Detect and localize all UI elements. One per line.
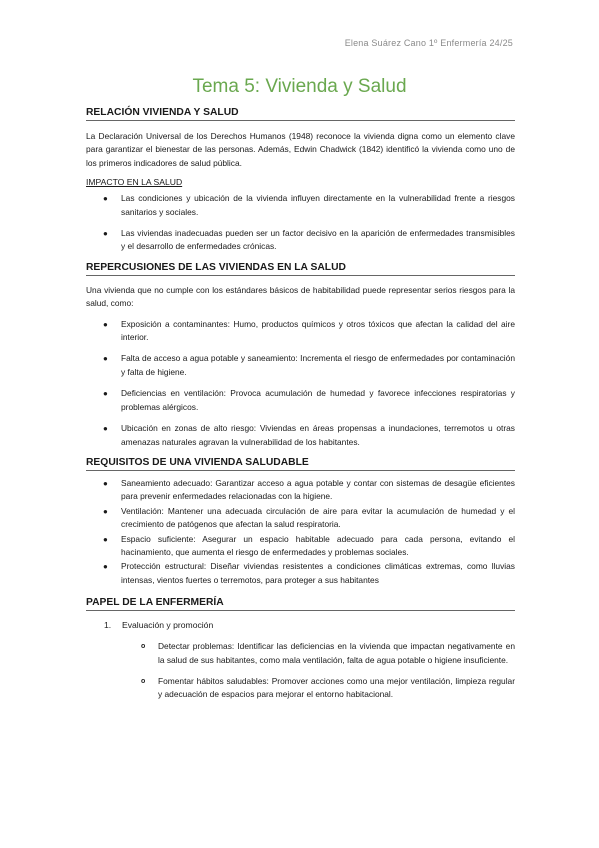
section-heading-repercusiones: REPERCUSIONES DE LAS VIVIENDAS EN LA SALUD [86,262,515,276]
bullet-icon: ● [103,506,108,516]
list-item: ● Exposición a contaminantes: Humo, productos químicos y otros tóxicos que afectan la calidad del aire interior. [103,318,515,343]
bullet-icon: ● [103,478,108,488]
list-item: ● Ubicación en zonas de alto riesgo: Viviendas en áreas propensas a inundaciones, terremotos u otras amenazas naturales agravan la vulnerabilidad de los habitantes. [103,423,515,447]
header-note: Elena Suárez Cano 1º Enfermería 24/25 [344,38,513,48]
item-label: Evaluación y promoción [122,620,214,631]
bullet-list [86,477,515,587]
section-heading-relacion: RELACIÓN VIVIENDA Y SALUD [86,107,515,121]
list-item: ● Ventilación: Mantener una adecuada circulación de aire para evitar la acumulación de humedad y el crecimiento de patógenos que afectan la salud respiratoria. [103,505,515,530]
list-item: ● Las viviendas inadecuadas pueden ser un factor decisivo en la aparición de enfermedades transmisibles y el desarrollo de enfermedades crónicas. [103,228,515,252]
bullet-icon: ● [103,424,108,434]
list-item: ● Saneamiento adecuado: Garantizar acceso a agua potable y contar con sistemas de desagüe eficientes para prevenir enfermedades relacionadas con la higiene. [103,477,515,502]
bullet-icon: ● [103,562,108,572]
circle-bullet-icon: o [141,677,146,685]
bullet-list [86,318,515,449]
bullet-icon: ● [103,354,108,364]
list-item: ● Protección estructural: Diseñar viviendas resistentes a condiciones climáticas extremas, como lluvias intensas, vientos fuertes o terremotos, para proteger a sus habitantes [103,561,515,585]
circle-bullet-icon: o [141,643,146,651]
bullet-icon: ● [103,534,108,544]
bullet-icon: ● [103,389,108,399]
list-item: ● Deficiencias en ventilación: Provoca acumulación de humedad y favorece infecciones respiratorias y problemas alérgicos. [103,388,515,412]
bullet-icon: ● [103,319,108,329]
sub-bullet-list [86,640,515,702]
list-item: o Fomentar hábitos saludables: Promover acciones como una mejor ventilación, limpieza regular y adecuación de espacios para mejorar el entorno habitacional. [141,675,515,700]
document-body [86,107,515,702]
section-heading-requisitos: REQUISITOS DE UNA VIVIENDA SALUDABLE [86,457,515,471]
list-item: ● Falta de acceso a agua potable y saneamiento: Incrementa el riesgo de enfermedades por contaminación y falta de higiene. [103,353,515,377]
item-number: 1. [104,620,112,631]
numbered-item [86,619,515,632]
list-item: o Detectar problemas: Identificar las deficiencias en la vivienda que impactan negativamente en la salud de sus habitantes, como mala ventilación, falta de agua potable o higiene insuficiente. [141,641,515,665]
section-paragraph: Una vivienda que no cumple con los estándares básicos de habitabilidad puede representar serios riesgos para la salud, como: [86,284,515,309]
bullet-icon: ● [103,194,108,204]
section-heading-enfermeria: PAPEL DE LA ENFERMERÍA [86,597,515,611]
section-paragraph: La Declaración Universal de los Derechos Humanos (1948) reconoce la vivienda digna como un elemento clave para garantizar el bienestar de las personas. Además, Edwin Chadwick (1842) identificó la vivienda como uno de los primeros indicadores de salud pública. [86,131,515,168]
page-title: Tema 5: Vivienda y Salud [192,76,407,97]
bullet-list [86,192,515,254]
list-item: ● Las condiciones y ubicación de la vivienda influyen directamente en la vulnerabilidad frente a riesgos sanitarios y sociales. [103,193,515,217]
list-item: ● Espacio suficiente: Asegurar un espacio habitable adecuado para cada persona, evitando el hacinamiento, que aumenta el riesgo de enfermedades y problemas sociales. [103,533,515,557]
subheading-impacto: IMPACTO EN LA SALUD [86,177,183,188]
bullet-icon: ● [103,229,108,239]
